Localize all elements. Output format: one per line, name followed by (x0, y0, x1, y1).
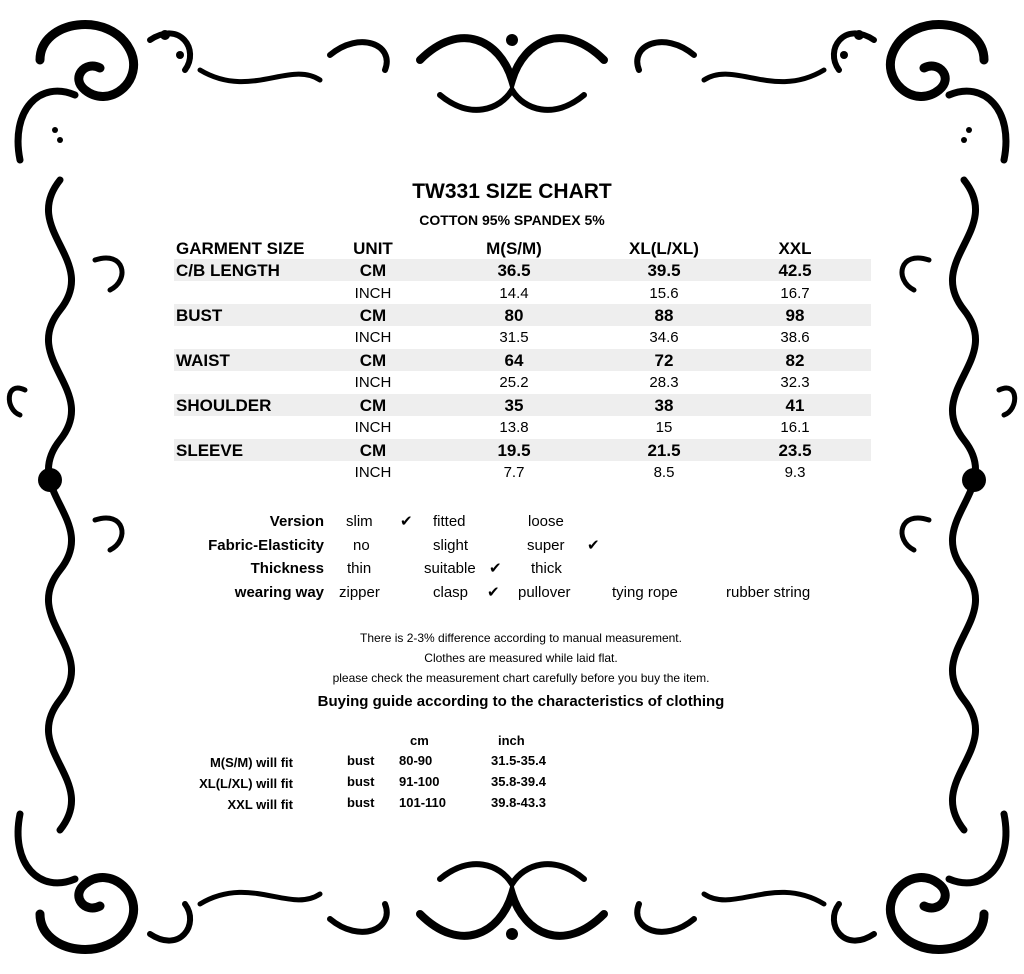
waist-cm-xxl: 82 (785, 351, 805, 370)
right-vine (902, 180, 1015, 830)
wearing-clasp: clasp (433, 584, 469, 601)
unit-cm: CM (359, 441, 387, 460)
guide-part-bust: bust (347, 774, 375, 789)
header-size-xxl: XXL (778, 239, 812, 258)
check-mark-icon: ✔ (587, 537, 600, 554)
note-check-chart: please check the measurement chart carefully before you buy the item. (332, 671, 710, 685)
unit-inch: INCH (354, 374, 392, 391)
unit-cm: CM (359, 396, 387, 415)
corner-swirl-top-right (834, 25, 1006, 160)
guide-size-xl: XL(L/XL) will fit (199, 776, 293, 791)
bust-cm-m: 80 (504, 306, 524, 325)
unit-cm: CM (359, 261, 387, 280)
guide-cm-xxl: 101-110 (399, 795, 446, 810)
thickness-thin: thin (347, 560, 372, 577)
unit-cm: CM (359, 306, 387, 325)
row-label-shoulder: SHOULDER (176, 396, 272, 415)
attr-label-version: Version (269, 513, 324, 530)
row-label-sleeve: SLEEVE (176, 441, 244, 460)
buying-guide-title: Buying guide according to the characteristics of clothing (317, 693, 725, 710)
guide-inch-xxl: 39.8-43.3 (491, 795, 546, 810)
corner-swirl-bottom-left (18, 814, 190, 949)
wearing-pullover: pullover (518, 584, 571, 601)
row-label-bust: BUST (176, 306, 223, 325)
note-measurement-difference: There is 2-3% difference according to manual measurement. (360, 631, 682, 645)
elasticity-no: no (353, 537, 370, 554)
length-inch-xl: 15.6 (649, 285, 679, 302)
shoulder-cm-xxl: 41 (785, 396, 805, 415)
sleeve-inch-xxl: 9.3 (784, 464, 806, 481)
attr-label-elasticity: Fabric-Elasticity (208, 537, 324, 554)
bust-inch-m: 31.5 (499, 329, 529, 346)
guide-inch-m: 31.5-35.4 (491, 753, 546, 768)
guide-header-cm: cm (410, 733, 429, 748)
header-size-m: M(S/M) (486, 239, 542, 258)
wearing-tying-rope: tying rope (612, 584, 678, 601)
length-inch-xxl: 16.7 (780, 285, 810, 302)
row-label-waist: WAIST (176, 351, 230, 370)
waist-inch-xxl: 32.3 (780, 374, 810, 391)
check-mark-icon: ✔ (489, 560, 502, 577)
fabric-composition: COTTON 95% SPANDEX 5% (419, 212, 605, 228)
guide-header-inch: inch (498, 733, 525, 748)
corner-swirl-bottom-right (834, 814, 1006, 949)
shoulder-cm-m: 35 (504, 396, 524, 415)
header-size-xl: XL(L/XL) (629, 239, 699, 258)
left-vine (9, 180, 122, 830)
version-fitted: fitted (433, 513, 466, 530)
wearing-rubber-string: rubber string (726, 584, 811, 601)
waist-cm-m: 64 (504, 351, 524, 370)
sleeve-cm-xl: 21.5 (647, 441, 681, 460)
elasticity-super: super (527, 537, 565, 554)
check-mark-icon: ✔ (487, 584, 500, 601)
waist-inch-m: 25.2 (499, 374, 529, 391)
note-laid-flat: Clothes are measured while laid flat. (424, 651, 618, 665)
thickness-suitable: suitable (424, 560, 476, 577)
bust-inch-xxl: 38.6 (780, 329, 810, 346)
unit-inch: INCH (354, 464, 392, 481)
sleeve-inch-xl: 8.5 (653, 464, 675, 481)
length-cm-xl: 39.5 (647, 261, 681, 280)
unit-inch: INCH (354, 285, 392, 302)
wearing-zipper: zipper (339, 584, 380, 601)
length-cm-m: 36.5 (497, 261, 531, 280)
check-mark-icon: ✔ (400, 513, 413, 530)
attr-label-thickness: Thickness (250, 560, 324, 577)
thickness-thick: thick (531, 560, 562, 577)
sleeve-cm-m: 19.5 (497, 441, 531, 460)
waist-inch-xl: 28.3 (649, 374, 679, 391)
version-slim: slim (346, 513, 373, 530)
unit-inch: INCH (354, 329, 392, 346)
bust-cm-xl: 88 (654, 306, 674, 325)
header-garment-size: GARMENT SIZE (176, 239, 305, 258)
unit-inch: INCH (354, 419, 392, 436)
top-center-ornament (330, 38, 694, 110)
length-cm-xxl: 42.5 (778, 261, 812, 280)
waist-cm-xl: 72 (654, 351, 674, 370)
bust-inch-xl: 34.6 (649, 329, 679, 346)
bust-cm-xxl: 98 (785, 306, 805, 325)
guide-inch-xl: 35.8-39.4 (491, 774, 546, 789)
shoulder-inch-m: 13.8 (499, 419, 529, 436)
unit-cm: CM (359, 351, 387, 370)
length-inch-m: 14.4 (499, 285, 529, 302)
guide-part-bust: bust (347, 753, 375, 768)
shoulder-inch-xl: 15 (655, 419, 673, 436)
shoulder-cm-xl: 38 (654, 396, 674, 415)
elasticity-slight: slight (433, 537, 469, 554)
bottom-center-ornament (330, 864, 694, 936)
chart-title: TW331 SIZE CHART (412, 180, 612, 203)
guide-cm-xl: 91-100 (399, 774, 440, 789)
header-unit: UNIT (353, 239, 393, 258)
guide-cm-m: 80-90 (399, 753, 433, 768)
guide-size-xxl: XXL will fit (227, 797, 293, 812)
corner-swirl-top-left (18, 25, 190, 160)
sleeve-inch-m: 7.7 (503, 464, 525, 481)
guide-part-bust: bust (347, 795, 375, 810)
version-loose: loose (528, 513, 564, 530)
attr-label-wearing: wearing way (234, 584, 324, 601)
sleeve-cm-xxl: 23.5 (778, 441, 812, 460)
shoulder-inch-xxl: 16.1 (780, 419, 810, 436)
row-label-length: C/B LENGTH (176, 261, 280, 280)
guide-size-m: M(S/M) will fit (209, 755, 293, 770)
